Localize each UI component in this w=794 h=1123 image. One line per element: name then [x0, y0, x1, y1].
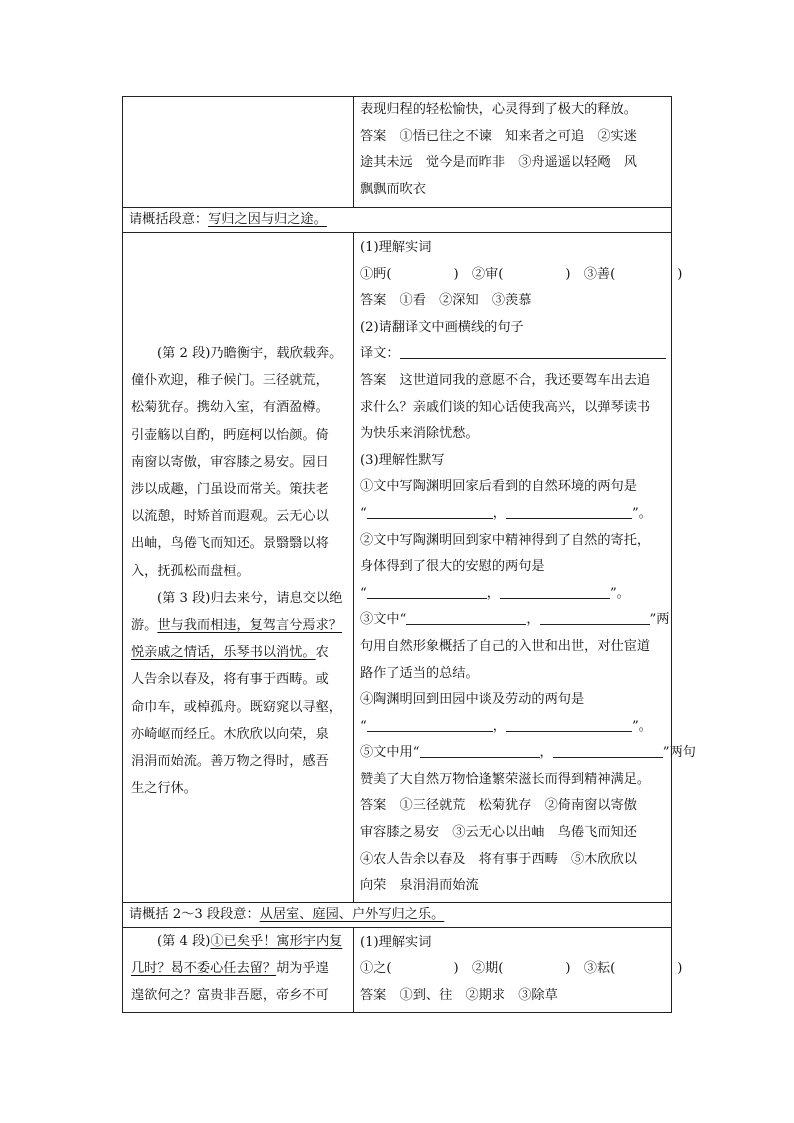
- summary-cell: [123, 902, 672, 927]
- question-cell: [354, 233, 696, 903]
- passage-line: 引壶觞以自酌，眄庭柯以怡颜。倚: [131, 427, 329, 443]
- passage-line: 亦崎岖而经丘。木欣欣以向荣，泉: [131, 726, 329, 742]
- passage-line: 松菊犹存。携幼入室，有酒盈樽。: [131, 400, 329, 416]
- question-line: 句用自然形象概括了自己的入世和出世，对仕宦道: [360, 638, 651, 654]
- question-title: (1)理解实词: [360, 240, 432, 255]
- passage-line: 生之行休。: [131, 781, 197, 797]
- passage-line: 遑欲何之？富贵非吾愿，帝乡不可: [131, 988, 329, 1004]
- answer-blank: [367, 716, 493, 732]
- question-title: (2)请翻译文中画横线的句子: [360, 319, 524, 335]
- question-title: (3)理解性默写: [360, 452, 445, 468]
- summary-cell: [123, 208, 672, 233]
- answer-line: 答案 ①三径就荒 松菊犹存 ②倚南窗以寄傲: [360, 798, 637, 814]
- table-row: [123, 927, 672, 1012]
- underlined-sentence: 悦亲戚之情话，乐琴书以消忧。: [131, 645, 316, 661]
- answer-blank: [506, 716, 632, 732]
- passage-cell: [123, 233, 354, 903]
- answer-blank: [367, 503, 493, 519]
- question-line: 身体得到了很大的安慰的两句是: [360, 559, 545, 575]
- vocab-items: ①之( ) ②期( ) ③耘( ): [360, 961, 683, 977]
- empty-left-cell: [123, 97, 354, 208]
- passage-line: 出岫，鸟倦飞而知还。景翳翳以将: [131, 536, 329, 552]
- answer-line: 飘飘而吹衣: [360, 181, 426, 197]
- table-row: [123, 97, 672, 208]
- passage-line: 南窗以寄傲，审容膝之易安。园日: [131, 454, 329, 470]
- passage-line: 人告余以春及，将有事于西畴。或: [131, 672, 329, 688]
- passage-line: 僮仆欢迎，稚子候门。三径就荒，: [131, 373, 329, 389]
- fill-blank-line: ③文中“ ， ”两: [360, 607, 665, 634]
- passage-line: 涉以成趣，门虽设而常关。策扶老: [131, 482, 329, 498]
- passage-line: 悦亲戚之情话，乐琴书以消忧。农: [131, 645, 329, 661]
- fill-blank-line: “ ， ”。: [360, 581, 665, 608]
- question-line: 路作了适当的总结。: [360, 665, 479, 681]
- underlined-sentence: 几时？曷不委心任去留？: [131, 961, 277, 977]
- translation-field: 译文：: [360, 341, 665, 368]
- answer-blank: [420, 742, 540, 758]
- question-line: ④陶渊明回到田园中谈及劳动的两句是: [360, 692, 585, 708]
- fill-blank-line: “ ， ”。: [360, 501, 665, 528]
- question-line: ②文中写陶渊明回到家中精神得到了自然的寄托，: [360, 532, 651, 548]
- question-line: ①文中写陶渊明回家后看到的自然环境的两句是: [360, 479, 637, 495]
- summary-label: 请概括段意：: [129, 212, 209, 227]
- passage-line: (第 3 段)归去来兮，请息交以绝: [157, 590, 343, 606]
- answer-blank: [540, 609, 650, 625]
- table-row: [123, 233, 672, 903]
- content-table: [122, 96, 696, 1013]
- passage-line: 几时？曷不委心任去留？胡为乎遑: [131, 961, 329, 977]
- passage-line: 涓涓而始流。善万物之得时，感吾: [131, 754, 329, 770]
- answer-cell: [354, 97, 672, 208]
- summary-answer: 写归之因与归之途。: [208, 212, 327, 227]
- table-row: [123, 902, 672, 927]
- answer-line: 向荣 泉涓涓而始流: [360, 878, 479, 894]
- table-row: [123, 208, 672, 233]
- answer-line: 为快乐来消除忧愁。: [360, 426, 479, 442]
- answer-line: 途其未远 觉今是而昨非 ③舟遥遥以轻飏 风: [360, 155, 637, 171]
- answer-blank: [367, 583, 487, 599]
- summary-answer: 从居室、庭园、户外写归之乐。: [259, 906, 445, 922]
- answer-blank: [400, 343, 666, 359]
- answer-line: 审容膝之易安 ③云无心以出岫 鸟倦飞而知还: [360, 825, 637, 841]
- answer-line: 答案 ①悟已往之不谏 知来者之可追 ②实迷: [360, 128, 637, 144]
- answer-blank: [506, 503, 632, 519]
- vocab-items: ①眄( ) ②审( ) ③善( ): [360, 266, 683, 282]
- passage-cell: [123, 927, 354, 1012]
- summary-label: 请概括 2～3 段段意：: [129, 906, 260, 922]
- answer-line: 求什么？亲戚们谈的知心话使我高兴，以弹琴读书: [360, 399, 651, 415]
- answer-line: 答案 ①到、往 ②期求 ③除草: [360, 988, 558, 1004]
- fill-blank-line: “ ， ”。: [360, 714, 665, 741]
- passage-line: (第 2 段)乃瞻衡宇，载欣载奔。: [157, 346, 343, 361]
- underlined-sentence: ①已矣乎！寓形宇内复: [210, 933, 343, 949]
- passage-line: (第 4 段)①已矣乎！寓形宇内复: [157, 933, 343, 949]
- answer-line: 答案 ①看 ②深知 ③羡慕: [360, 293, 532, 309]
- answer-blank: [500, 583, 610, 599]
- answer-line: ④农人告余以春及 将有事于西畴 ⑤木欣欣以: [360, 851, 637, 867]
- answer-blank: [406, 609, 526, 625]
- passage-line: 命巾车，或棹孤舟。既窈窕以寻壑，: [131, 699, 342, 715]
- answer-line: 答案 这世道同我的意愿不合，我还要驾车出去追: [360, 372, 651, 388]
- underlined-sentence: 世与我而相违，复驾言兮焉求？: [157, 618, 342, 634]
- fill-blank-line: ⑤文中用“ ， ”两句: [360, 740, 665, 767]
- passage-line: 入，抚孤松而盘桓。: [131, 563, 250, 579]
- answer-blank: [553, 742, 663, 758]
- question-cell: [354, 927, 683, 1012]
- question-title: (1)理解实词: [360, 934, 432, 950]
- passage-line: 以流憩，时矫首而遐观。云无心以: [131, 509, 329, 525]
- text-line: 表现归程的轻松愉快，心灵得到了极大的释放。: [360, 102, 637, 117]
- question-line: 赞美了大自然万物恰逢繁荣滋长而得到精神满足。: [360, 771, 651, 787]
- passage-line: 游。世与我而相违，复驾言兮焉求？: [131, 618, 342, 634]
